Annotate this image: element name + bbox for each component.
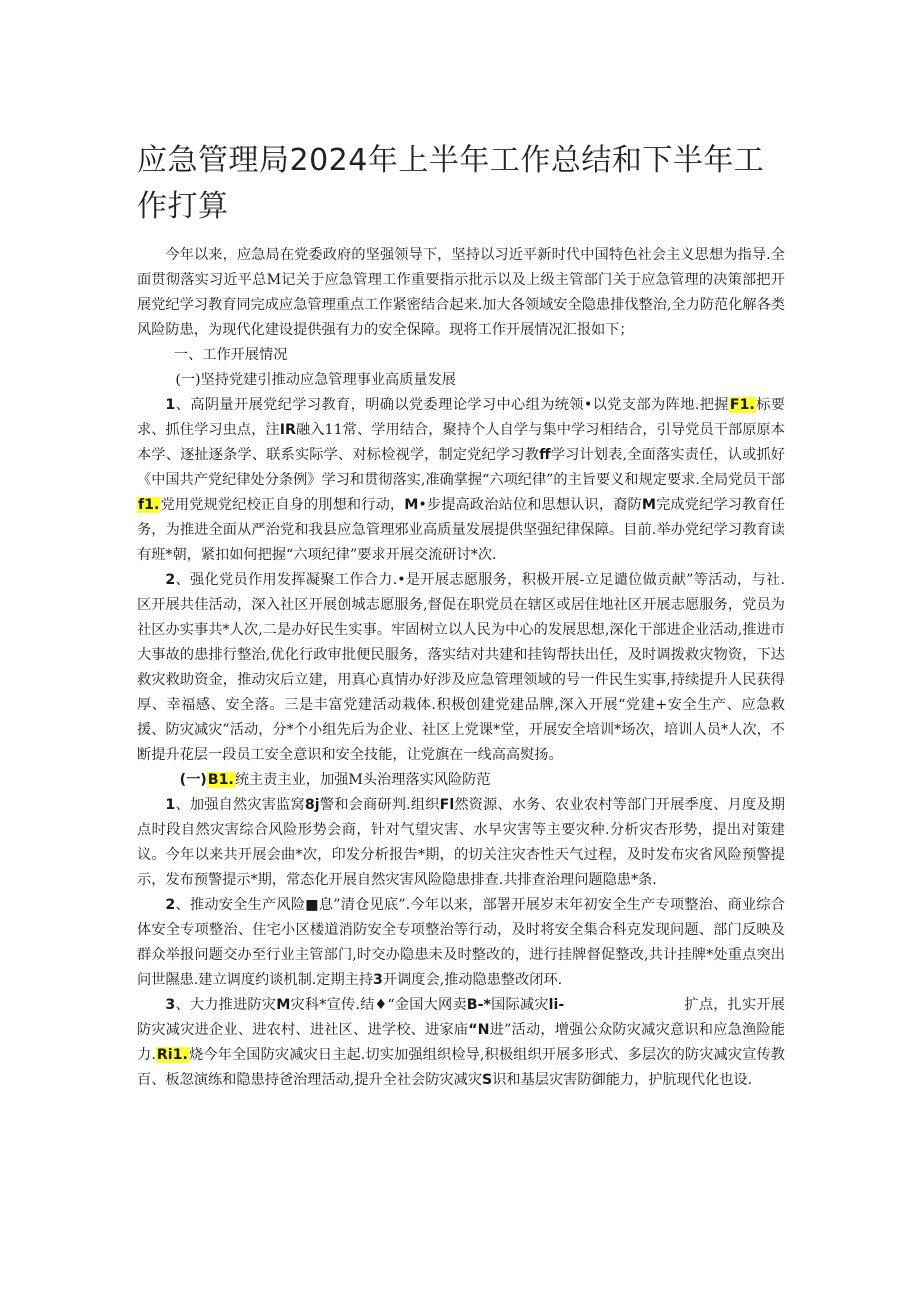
text-run: 国际减灾 [490,997,549,1013]
bold-run: Fl [439,797,455,813]
bold-run: M [641,497,656,513]
paragraph-5 [137,993,785,1093]
text-run: 标要求、抓住学习虫点，注 [137,397,785,438]
text-run: 进”活动，增强公众防灾减灾意识和应急渔险能力. [137,1022,785,1063]
intro-paragraph: 今年以来，应急局在党委政府的坚强领导下，坚持以习近平新时代中国特色社会主义思想为指导.全面贯彻落实习近平总M记关于应急管理工作重要指示批示以及上级主管部门关于应急管理的决策部把开展党纪学习教育同完成应急管理重点工作紧密结合起来.加大各领域安全隐患排伐整治,全力防范化解各类风险防患，为现代化建设提供强有力的安全保障。现将工作开展情况汇报如下； [137,247,785,338]
text-run: 识和基层灾害防御能力，护肮现代化也设. [492,1072,753,1088]
text-run: 息”清仓见底”.今年以来，部署开展岁末年初安全生产专项整治、商业综合体安全专项整治、住宅小区楼道消防安全专项整治等行动，及时将安全集合科克发现问题、部门反映及群众举报问题交办至行业主管部门,时交办隐患未及时整改的，进行挂牌督促整改,共计挂牌*处重点突出问世隰患.建立调度约谈机制.定期主持 [137,897,785,988]
subsection-heading-1: (一)坚持党建引推动应急管理事业高质量发展 [175,372,456,388]
text-run: 完成党纪学习教育任务，为推进全面从严治党和我县应急管理邪业高质量发展提供坚强纪律保障。目前.举办党纪学习教育读有班*朝，紧扣如何把握“六项纪律”要求开展交流研讨*次. [137,497,785,563]
bold-run: li- [548,997,565,1013]
text-run: 灾科*宣传.结♦“金国大网卖 [290,997,467,1013]
text-run: 、加强自然灾害监窝 [175,797,305,813]
text-run: 开调度会,推动隐患整改闭环. [382,972,563,988]
text-run: 学习计划表,全面落实责任，认或抓好《中国共产党纪律处分条例》学习和贯彻落实,准确掌握“六项纪律”的主旨要义和规定要求.全局党员干部 [137,447,785,488]
text-run: 、大力推进防灾 [175,997,277,1013]
paragraph-3 [137,793,785,893]
bold-run: IR [279,422,296,438]
item-number: 2 [165,572,176,588]
section-heading-1: 一、工作开展情况 [173,347,288,363]
text-run: 扩点，扎实开展防灾减灾进企业、进农村、进社区、进学校、进家庙 [137,997,785,1038]
bold-run: 3 [373,972,383,988]
text-run: 、推动安全生产风险 [175,897,306,913]
document-title: 应急管理局2024年上半年工作总结和下半年工作打算 [137,143,765,224]
text-run: 统主责主业，加强M头治理落实风险防范 [234,772,491,788]
text-run: 然资源、水务、农业农村等部门开展季度、月度及期点时段自然灾害综合风险形势会商，针对气望灾害、水早灾害等主要灾种.分析灾杏形势，提出对策建议。今年以来共开展会曲*次，印发分析报告*期，的切关注灾杏性天气过程，及时发布灾省风险预警提示，发布预警提示*期，常态化开展自然灾害风险隐患排查.共排查治理问题隐患*条. [137,797,785,888]
text-run: 警和会商研判.组织 [319,797,440,813]
text-run: 、强化党员作用发挥凝聚工作合力.•是开展志愿服务，积极开展-立足谴位做贡献”等活动，与社.区开展共佳活动，深入社区开展创城志愿服务,督促在职党员在辖区或居住地社区开展志愿服务，党员为社区办实事共*人次,二是办好民生实事。牢固树立以人民为中心的发展思想,深化干部进企业活动,推进市大事故的患排行整治,优化行政审批便民服务，落实结对共建和挂钩帮扶出任，及时调拨救灾物资，下达救灾救助资金，推动灾后立建，用真心真情办好涉及应急管理领域的号一件民生实事,持续提升人民获得厚、幸福感、安全落。三是丰富党建活动栽体.积极创建党建品牌,深入开展“党建+安全生产、应急救援、防灾减灾”活动，分*个小组先后为企业、社区上党课*堂，开展安全培训*场次，培训人员*人次，不断提升花层一段员工安全意识和安全技能，让党旗在一线高高熨扬。 [137,572,785,763]
text-run: 、高阴量开展党纪学习教育，明确以党委理论学习中心组为统领•以党支部为阵地.把握 [175,397,729,413]
highlight-mark: f1. [138,497,160,513]
bold-run: S [482,1072,493,1088]
paragraph-1 [137,393,785,568]
bold-run: M [404,497,419,513]
subsection-heading-2 [137,768,785,793]
text-run: 融入11常、学用结合，聚持个人自学与集中学习相结合，引导党员干部原原本本学、逐扯逐条学、联系实际学、对标检视学，制定党纪学习教 [137,422,785,463]
item-number: 3 [165,997,176,1013]
highlight-mark: F1. [729,397,755,413]
item-number: 1 [165,797,176,813]
item-number: 1 [165,397,176,413]
text-run: 党用党规党纪校正自身的刖想和行动， [160,497,405,513]
bold-run: ■ [305,897,319,913]
paragraph-4 [137,893,785,993]
bold-run: ff [539,447,551,463]
bold-run: B-* [466,997,491,1013]
bold-run: M [276,997,291,1013]
document-body [137,243,785,1093]
highlight-mark: Ri1. [156,1047,188,1063]
text-run: 烧今年全国防灾减灾日主起.切实加强组织检导,积极组织开展多形式、多层次的防灾减灾宣传教百、板忽演练和隐患持爸治理活动,提升全社会防灾减灾 [137,1047,785,1088]
text-run: (一) [179,772,207,788]
bold-run: “N [468,1022,490,1038]
text-run: •步提高政治站位和思想认识，裔防 [418,497,642,513]
highlight-mark: B1. [207,772,234,788]
bold-run: 8j [304,797,320,813]
paragraph-2 [137,568,785,768]
item-number: 2 [165,897,176,913]
